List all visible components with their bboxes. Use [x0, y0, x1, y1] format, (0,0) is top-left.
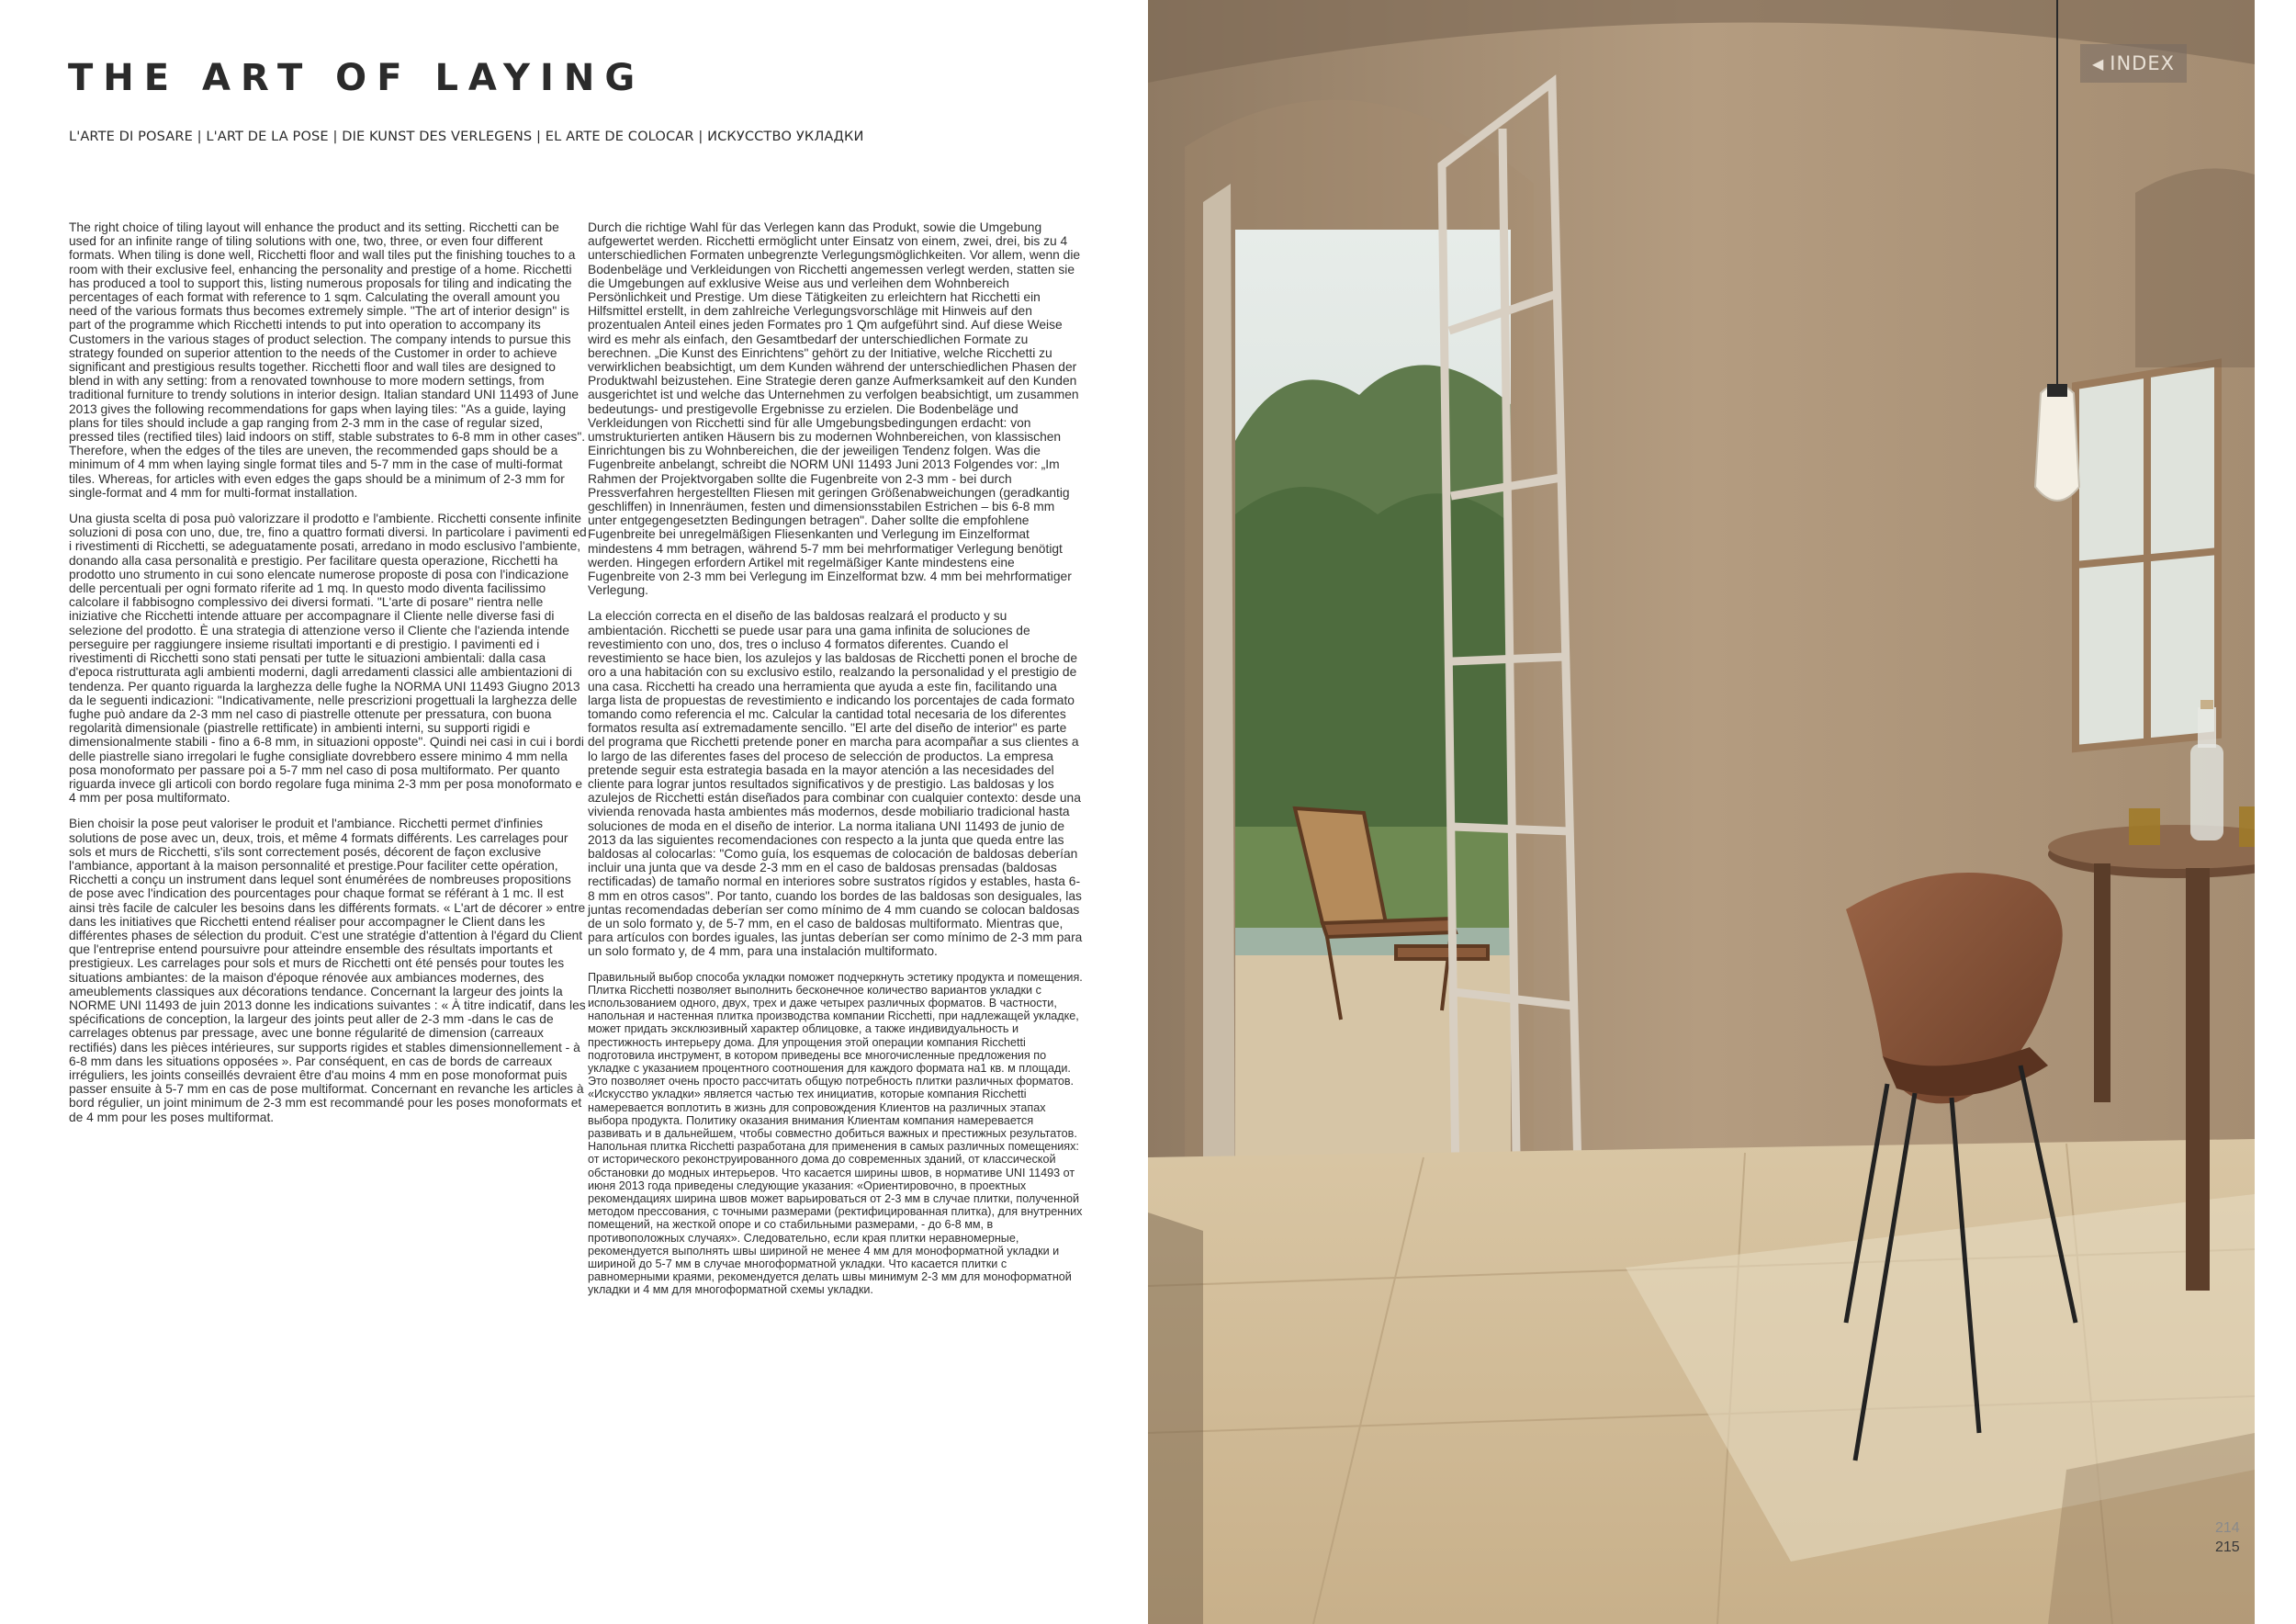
right-page — [1148, 0, 2296, 1624]
text-column-left — [69, 220, 588, 1136]
page-title: THE ART OF LAYING — [68, 57, 646, 99]
paragraph-spanish: La elección correcta en el diseño de las baldosas realzará el producto y su ambientación. Ricchetti se puede usar para una gama infinita de soluciones de revestimiento con uno, dos, tres o incluso 4 formatos diferentes. Cuando el revestimiento se hace bien, los azulejos y las baldosas de Ricchetti ponen el broche de oro a una habitación con su exclusivo estilo, realzando la personalidad y el prestigio de una casa. Ricchetti ha creado una herramienta que ayuda a este fin, facilitando una larga lista de propuestas de revestimiento e indicando los porcentajes de cada formato tomando como referencia el mc. Calcular la cantidad total necesaria de los diferentes formatos resulta así extremadamente sencillo. "El arte del diseño de interior" es parte del programa que Ricchetti pretende poner en marcha para acompañar a sus clientes a lo largo de las diferentes fases del proceso de selección de productos. La empresa pretende seguir esta estrategia basada en la mayor atención a las necesidades del cliente para lograr juntos resultados significativos y de prestigio. Las baldosas y los azulejos de Ricchetti están diseñados para combinar con cualquier contexto: desde una vivienda renovada hasta ambientes más modernos, desde mobiliario tradicional hasta soluciones de moda en el diseño de interior. La norma italiana UNI 11493 de junio de 2013 da las siguientes recomendaciones con respecto a la junta que queda entre las baldosas al colocarlas: "Como guía, los esquemas de colocación de baldosas deberían incluir una junta que va desde 2-3 mm en el caso de baldosas prensadas (baldosas rectificadas) de tamaño normal en interiores sobre sustratos rígidos y estables, hasta 6-8 mm en otros casos". Por tanto, cuando los bordes de las baldosas son desiguales, las juntas recomendadas deberían ser como mínimo de 4 mm cuando se colocan baldosas de un solo formato y, de 5-7 mm, en el caso de baldosas multiformato. Mientras que, para artículos con bordes iguales, las juntas deberían ser como mínimo de 2-3 mm para un solo formato y, de 4 mm, para una instalación multiformato. — [588, 609, 1083, 959]
text-column-right — [588, 220, 1084, 1309]
page-number-right: 215 — [2215, 1539, 2240, 1555]
index-button[interactable] — [2080, 44, 2187, 83]
interior-scene-illustration — [1148, 0, 2255, 1624]
paragraph-german: Durch die richtige Wahl für das Verlegen kann das Produkt, sowie die Umgebung aufgewertet werden. Ricchetti ermöglicht unter Einsatz von einem, zwei, drei, bis zu 4 unterschiedlichen Formaten unbegrenzte Verlegungsmöglichkeiten. Vor allem, wenn die Bodenbeläge und Verkleidungen von Ricchetti angemessen verlegt werden, statten sie die Umgebungen auf exklusive Weise aus und verleihen dem Wohnbereich Persönlichkeit und Prestige. Um diese Tätigkeiten zu erleichtern hat Ricchetti ein Hilfsmittel erstellt, in dem zahlreiche Verlegungsvorschläge mit Hinweis auf den prozentualen Anteil eines jeden Formates pro 1 Qm aufgeführt sind. Auf diese Weise wird es mehr als einfach, den Gesamtbedarf der unterschiedlichen Formate zu berechnen. „Die Kunst des Einrichtens" gehört zu der Initiative, welche Ricchetti zu verwirklichen beabsichtigt, um dem Kunden während der unterschiedlichen Phasen der Produktwahl beizustehen. Eine Strategie deren ganze Aufmerksamkeit auf den Kunden ausgerichtet ist und welche das Unternehmen zu verfolgen beabsichtigt, um zusammen bedeutungs- und prestigevolle Ergebnisse zu erzielen. Die Bodenbeläge und Verkleidungen von Ricchetti sind für alle Umgebungsbedingungen erdacht: von umstrukturierten antiken Häusern bis zu modernen Wohnbereichen, von klassischen Einrichtungen bis zu Wohnbereichen, die der jeweiligen Tendenz folgen. Was die Fugenbreite anbelangt, schreibt die NORM UNI 11493 Juni 2013 Folgendes vor: „Im Rahmen der Projektvorgaben sollte die Fugenbreite von 2-3 mm - bei durch Pressverfahren hergestellten Fliesen mit geringen Größenabweichungen (geradkantig geschliffen) in Innenräumen, festen und dimensionsstabilen Estrichen – bis 6-8 mm unter entgegengesetzten Bedingungen betragen". Daher sollte die empfohlene Fugenbreite bei unregelmäßigen Fliesenkanten und Verlegung im Einzelformat mindestens 4 mm betragen, während 5-7 mm bei mehrformatiger Verlegung benötigt werden. Hingegen erfordern Artikel mit regelmäßiger Kante mindestens eine Fugenbreite von 2-3 mm bei Verlegung im Einzelformat bzw. 4 mm bei mehrformatiger Verlegung. — [588, 220, 1081, 598]
page-subtitle: L'ARTE DI POSARE | L'ART DE LA POSE | DIE KUNST DES VERLEGENS | EL ARTE DE COLOCAR | ИСКУССТВО УКЛАДКИ — [69, 129, 864, 144]
page-number-left: 214 — [2215, 1520, 2240, 1536]
paragraph-english: The right choice of tiling layout will enhance the product and its setting. Ricchetti can be used for an infinite range of tiling solutions with one, two, three, or even four different formats. When tiling is done well, Ricchetti floor and wall tiles put the finishing touches to a room with their exclusive feel, enhancing the personality and prestige of a home. Ricchetti has produced a tool to support this, listing numerous proposals for tiling and indicating the percentages of each format with reference to 1 sqm. Calculating the overall amount you need of the various formats thus becomes extremely simple. "The art of interior design" is part of the programme which Ricchetti intends to put into operation to accompany its Customers in the various stages of product selection. The company intends to pursue this strategy founded on superior attention to the needs of the Customer in order to achieve significant and prestigious results together. Ricchetti floor and wall tiles are designed to blend in with any setting: from a renovated townhouse to more modern settings, from traditional furniture to trendy solutions in interior design. Italian standard UNI 11493 of June 2013 gives the following recommendations for gaps when laying tiles: "As a guide, laying plans for tiles should include a gap ranging from 2-3 mm in the case of regular sized, pressed tiles (rectified tiles) laid indoors on stiff, stable substrates to 6-8 mm in other cases". Therefore, when the edges of the tiles are uneven, the recommended gaps should be a minimum of 4 mm when laying single format tiles and 5-7 mm in the case of multi-format tiles. Whereas, for articles with even edges the gaps should be a minimum of 2-3 mm for single-format and 4 mm for multi-format installation. — [69, 220, 586, 500]
paragraph-italian: Una giusta scelta di posa può valorizzare il prodotto e l'ambiente. Ricchetti consente infinite soluzioni di posa con uno, due, tre, fino a quattro formati diversi. In particolare i pavimenti ed i rivestimenti di Ricchetti, se adeguatamente posati, arredano in modo esclusivo l'ambiente, donando alla casa personalità e prestigio. Per facilitare questa operazione, Ricchetti ha prodotto uno strumento in cui sono elencate numerose proposte di posa con l'indicazione delle percentuali per ogni formato riferite ad 1 mq. In questo modo diventa facilissimo calcolare il fabbisogno complessivo dei diversi formati. "L'arte di posare" rientra nelle iniziative che Ricchetti intende attuare per accompagnare il Cliente nelle diverse fasi di selezione del prodotto. È una strategia di attenzione verso il Cliente che l'azienda intende perseguire per raggiungere insieme risultati importanti e di prestigio. I pavimenti ed i rivestimenti di Ricchetti sono stati pensati per tutte le situazioni ambientali: dalla casa d'epoca ristrutturata agli ambienti moderni, dagli arredamenti classici alle ambientazioni di tendenza. Per quanto riguarda la larghezza delle fughe la NORMA UNI 11493 Giugno 2013 da le seguenti indicazioni: "Indicativamente, nelle prescrizioni progettuali la larghezza delle fughe può andare da 2-3 mm nel caso di piastrelle ottenute per pressatura, con buona regolarità dimensionale (piastrelle rettificate) in ambienti interni, su supporti rigidi e dimensionalmente stabili - fino a 6-8 mm, in situazioni opposte". Quindi nei casi in cui i bordi delle piastrelle siano irregolari le fughe consigliate dovrebbero essere minimo 4 mm nella posa monoformato per passare poi a 5-7 mm nel caso di posa multiformato. Per quanto riguarda invece gli articoli con bordo regolare fuga minima 2-3 mm per posa monoformato e 4 mm per posa multiformato. — [69, 512, 587, 806]
interior-photo — [1148, 0, 2255, 1624]
index-label: INDEX — [2110, 52, 2176, 74]
paragraph-russian: Правильный выбор способа укладки поможет подчеркнуть эстетику продукта и помещения. Плитка Ricchetti позволяет выполнить бесконечное количество вариантов укладки с использованием одного, двух, трех и даже четырех различных форматов. В частности, напольная и настенная плитка производства компании Ricchetti, при надлежащей укладке, может придать эксклюзивный характер облицовке, а также индивидуальность и престижность интерьеру дома. Для упрощения этой операции компания Ricchetti подготовила инструмент, в котором приведены все многочисленные предложения по укладке с указанием процентного соотношения для каждого формата на1 кв. м площади. Это позволяет очень просто рассчитать общую потребность плитки различных форматов. «Искусство укладки» является частью тех инициатив, которые компания Ricchetti намеревается воплотить в жизнь для сопровождения Клиентов на различных этапах выбора продукта. Политику оказания внимания Клиентам компания намеревается развивать и в дальнейшем, чтобы совместно добиться важных и престижных результатов. Напольная плитка Ricchetti разработана для применения в самых различных помещениях: от исторического реконструированного дома до современных зданий, от классической обстановки до модных интерьеров. Что касается ширины швов, в нормативе UNI 11493 от июня 2013 года приведены следующие указания: «Ориентировочно, в проектных рекомендациях ширина швов может варьироваться от 2-3 мм в случае плитки, полученной методом прессования, с точными размерами (ректифицированная плитка), для внутренних помещений, на жесткой опоре и со стабильными размерами, - до 6-8 мм, в противоположных случаях». Следовательно, если края плитки неравномерные, рекомендуется выполнять швы шириной не менее 4 мм для моноформатной укладки и шириной до 5-7 мм в случае многоформатной укладки. Что касается плитки с равномерными краями, рекомендуется делать швы минимум 2-3 мм для моноформатной укладки и 4 мм для многоформатной схемы укладки. — [588, 970, 1083, 1297]
paragraph-french: Bien choisir la pose peut valoriser le produit et l'ambiance. Ricchetti permet d'infinies solutions de pose avec un, deux, trois, et même 4 formats différents. Les carrelages pour sols et murs de Ricchetti, s'ils sont correctement posés, décorent de façon exclusive l'ambiance, apportant à la maison personnalité et prestige.Pour faciliter cette opération, Ricchetti a conçu un instrument dans lequel sont énumérées de nombreuses propositions de pose avec l'indication des pourcentages pour chaque format se référant à 1 mc. Il est ainsi très facile de calculer les besoins dans les différents formats. « L'art de décorer » entre dans les initiatives que Ricchetti entend réaliser pour accompagner le Client dans les différentes phases de sélection du produit. C'est une stratégie d'attention à l'égard du Client que l'entreprise entend poursuivre pour atteindre ensemble des résultats importants et prestigieux. Les carrelages pour sols et murs de Ricchetti ont été pensés pour toutes les situations ambiantes: de la maison d'époque rénovée aux ambiances modernes, des ameublements classiques aux décorations tendance. Concernant la largeur des joints la NORME UNI 11493 de juin 2013 donne les indications suivantes : « À titre indicatif, dans les spécifications de conception, la largeur des joints peut aller de 2-3 mm -dans le cas de carrelages obtenus par pressage, avec une bonne régularité de dimension (carreaux rectifiés) dans les pièces intérieures, sur supports rigides et stables dimensionnellement - à 6-8 mm dans les situations opposées ». Par conséquent, en cas de bords de carreaux irréguliers, les joints conseillés devraient être d'au moins 4 mm en pose monoformat puis passer ensuite à 5-7 mm en cas de pose multiformat. Concernant en revanche les articles à bord régulier, un joint minimum de 2-3 mm est recommandé pour les poses monoformats et de 4 mm pour les poses multiformat. — [69, 817, 586, 1124]
left-triangle-icon: ◀ — [2091, 54, 2105, 73]
